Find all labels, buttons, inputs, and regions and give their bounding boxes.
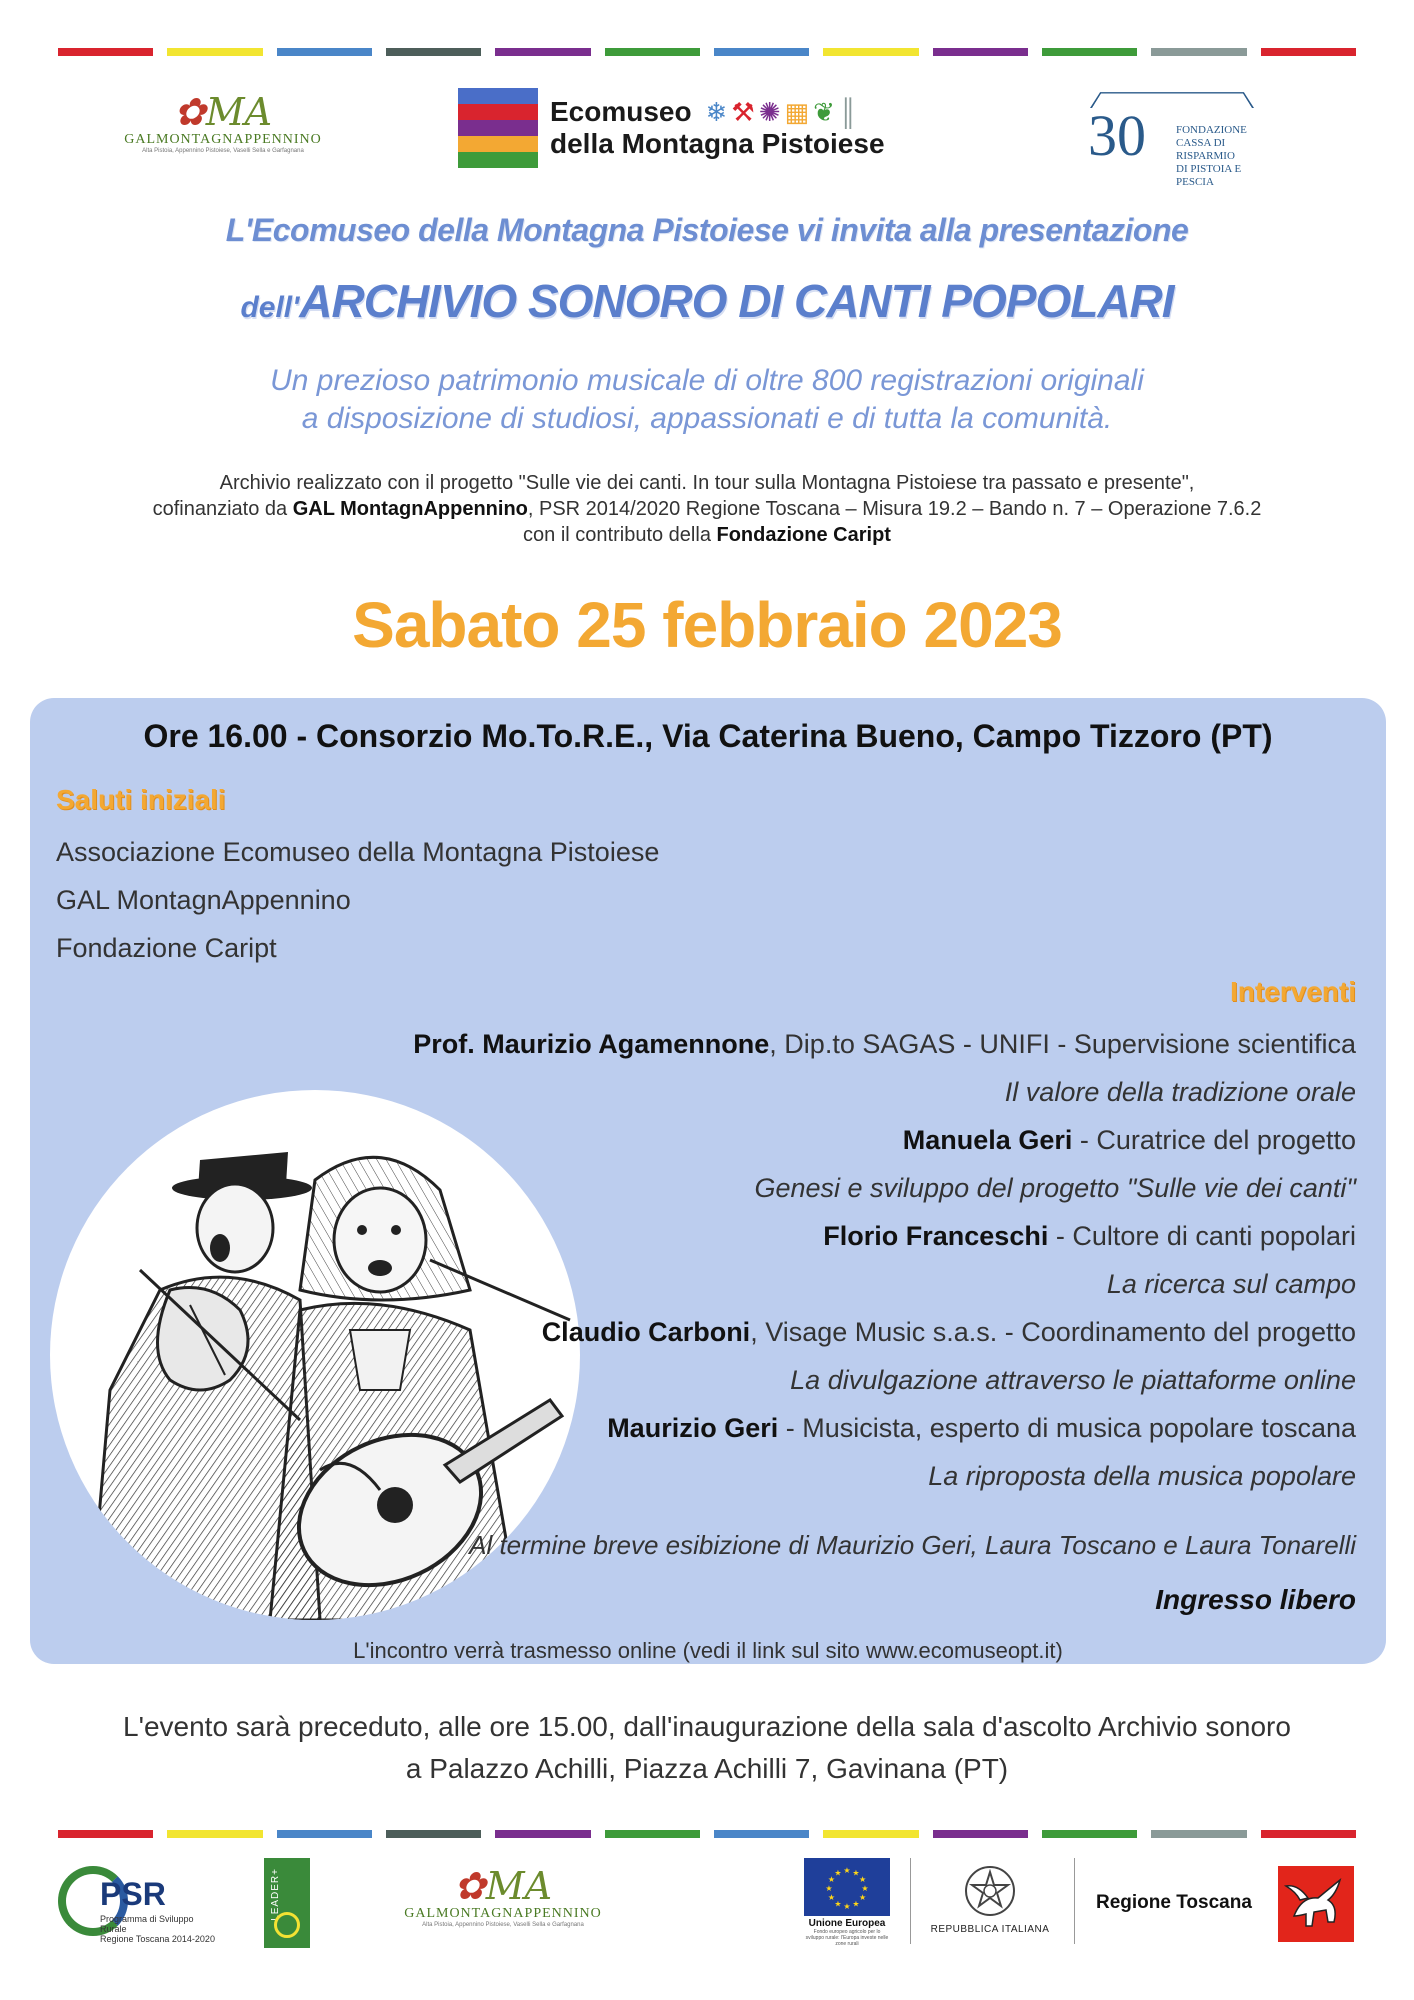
gal-footer-name: GALMONTAGNAPPENNINO — [404, 1906, 602, 1921]
color-stripe — [823, 1830, 918, 1838]
speaker-topic: La divulgazione attraverso le piattaforme online — [790, 1365, 1356, 1395]
psr-label: PSR — [100, 1876, 166, 1912]
speaker-name: Manuela Geri — [902, 1125, 1073, 1155]
credits-line2 — [0, 496, 1414, 522]
fondazione-number: 30 — [1088, 103, 1146, 168]
gal-mark-text: MA — [205, 90, 273, 134]
footnote — [0, 1706, 1414, 1790]
color-stripe — [1042, 48, 1137, 56]
speaker-role: - Cultore di canti popolari — [1048, 1221, 1356, 1251]
saluti-title: Saluti iniziali — [56, 784, 226, 815]
speaker-line — [356, 1308, 1356, 1356]
footer-divider — [910, 1858, 911, 1944]
tools-icon: ⚒ — [731, 97, 759, 127]
leader-logo — [264, 1858, 310, 1948]
grid-icon: ▦ — [784, 97, 814, 127]
psr-region: Regione Toscana — [100, 1934, 170, 1944]
bottom-color-stripes — [58, 1830, 1356, 1838]
program-panel — [30, 698, 1386, 1664]
fondazione-line3: DI PISTOIA E PESCIA — [1176, 163, 1242, 188]
color-stripe — [495, 48, 590, 56]
credits — [0, 470, 1414, 548]
archive-title-prefix: dell' — [240, 291, 300, 324]
eu-star-icon: ★ — [861, 1884, 869, 1893]
leader-circle-icon — [274, 1912, 300, 1938]
list-item: Fondazione Caript — [56, 933, 277, 963]
eu-flag-icon — [804, 1858, 890, 1916]
gal-footer-mark — [388, 1866, 618, 1906]
fondazione-line1: FONDAZIONE — [1176, 124, 1247, 136]
interventi-title: Interventi — [1229, 976, 1356, 1007]
psr-years: 2014-2020 — [171, 1934, 215, 1944]
tagline — [0, 362, 1414, 438]
eu-label: Unione Europea — [808, 1918, 886, 1929]
psr-sub-text: Programma di Sviluppo Rurale — [100, 1914, 194, 1934]
final-performance: Al termine breve esibizione di Maurizio Geri, Laura Toscano e Laura Tonarelli — [469, 1530, 1356, 1560]
columns-icon: ║ — [838, 97, 862, 127]
color-stripe — [167, 1830, 262, 1838]
italian-emblem-icon — [963, 1864, 1017, 1918]
eu-star-icon: ★ — [852, 1868, 860, 1878]
color-stripe — [933, 1830, 1028, 1838]
speaker-role: , Dip.to SAGAS - UNIFI - Supervisione scientifica — [769, 1029, 1356, 1059]
speaker-role: - Curatrice del progetto — [1072, 1125, 1356, 1155]
speaker-line — [356, 1404, 1356, 1452]
eu-star-icon: ★ — [859, 1875, 867, 1884]
credits-line3 — [0, 522, 1414, 548]
flower-icon: ✿ — [453, 1864, 486, 1908]
speaker-role: , Visage Music s.a.s. - Coordinamento del progetto — [750, 1317, 1356, 1347]
eu-star-icon: ★ — [852, 1899, 860, 1909]
leader-text: LEADER+ — [270, 1868, 281, 1921]
archive-title-main: ARCHIVIO SONORO DI CANTI POPOLARI — [299, 275, 1174, 327]
color-stripe — [386, 48, 481, 56]
speaker-role: - Musicista, esperto di musica popolare toscana — [778, 1413, 1356, 1443]
saluti-list — [56, 828, 659, 972]
footnote-line1: L'evento sarà preceduto, alle ore 15.00, dall'inaugurazione della sala d'ascolto Archivio sonoro — [123, 1711, 1291, 1742]
color-stripe — [495, 1830, 590, 1838]
eu-star-icon: ★ — [834, 1899, 842, 1909]
footer-divider — [1074, 1858, 1075, 1944]
ecomuseo-title: Ecomuseo — [550, 96, 692, 127]
snowflake-icon: ❄ — [705, 97, 732, 127]
color-stripe — [58, 1830, 153, 1838]
regione-toscana-label: Regione Toscana — [1096, 1892, 1252, 1913]
credits-line2-suffix: , PSR 2014/2020 Regione Toscana – Misura 19.2 – Bando n. 7 – Operazione 7.6.2 — [527, 498, 1262, 520]
credits-line2-bold: GAL MontagnAppennino — [292, 498, 528, 520]
color-stripe — [386, 1830, 481, 1838]
top-color-stripes — [58, 48, 1356, 56]
flower-icon: ✿ — [173, 90, 206, 134]
color-stripe — [605, 48, 700, 56]
gal-logo — [108, 92, 338, 154]
repubblica-logo — [930, 1858, 1050, 1935]
eu-star-icon: ★ — [859, 1893, 867, 1902]
repubblica-label: REPUBBLICA ITALIANA — [930, 1924, 1050, 1935]
speaker-name: Maurizio Geri — [607, 1413, 779, 1443]
header-logos — [0, 82, 1414, 188]
ecomuseo-flag-icon — [458, 88, 538, 168]
fondazione-logo — [1082, 88, 1272, 188]
color-stripe — [1151, 1830, 1246, 1838]
eu-sub: Fondo europeo agricolo per lo sviluppo rurale: l'Europa investe nelle zone rurali — [805, 1929, 889, 1947]
footnote-line2: a Palazzo Achilli, Piazza Achilli 7, Gavinana (PT) — [405, 1753, 1009, 1784]
gal-name: GALMONTAGNAPPENNINO — [124, 132, 322, 147]
tagline-line2: a disposizione di studiosi, appassionati e di tutta la comunità. — [301, 402, 1113, 435]
ecomuseo-subtitle: della Montagna Pistoiese — [550, 128, 885, 159]
tagline-line1: Un prezioso patrimonio musicale di oltre 800 registrazioni originali — [270, 364, 1144, 397]
sun-icon: ✺ — [758, 97, 785, 127]
eu-star-icon: ★ — [843, 1902, 851, 1911]
eu-star-icon: ★ — [827, 1893, 835, 1902]
eu-star-icon: ★ — [827, 1875, 835, 1884]
color-stripe — [277, 48, 372, 56]
color-stripe — [1261, 1830, 1356, 1838]
color-stripe — [933, 48, 1028, 56]
gal-footer-logo — [388, 1866, 618, 1928]
color-stripe — [1151, 48, 1246, 56]
invite-headline: L'Ecomuseo della Montagna Pistoiese vi invita alla presentazione — [225, 212, 1189, 248]
color-stripe — [277, 1830, 372, 1838]
color-stripe — [1042, 1830, 1137, 1838]
eu-star-icon: ★ — [843, 1866, 851, 1875]
speaker-name: Prof. Maurizio Agamennone — [413, 1029, 770, 1059]
speaker-name: Florio Franceschi — [823, 1221, 1049, 1251]
ecomuseo-logo — [458, 88, 885, 168]
footer-logos — [0, 1858, 1414, 1968]
speakers-list — [356, 1020, 1356, 1500]
gal-logo-mark — [108, 92, 338, 132]
speaker-topic: La riproposta della musica popolare — [928, 1461, 1356, 1491]
speaker-topic: La ricerca sul campo — [1106, 1269, 1356, 1299]
eu-star-icon: ★ — [825, 1884, 833, 1893]
credits-line2-prefix: cofinanziato da — [152, 498, 293, 520]
color-stripe — [167, 48, 262, 56]
color-stripe — [823, 48, 918, 56]
gal-footer-mark-text: MA — [485, 1864, 553, 1908]
gal-footer-sub: Alta Pistoia, Appennino Pistoiese, Vaselli Sella e Garfagnana — [422, 1922, 584, 1928]
list-item: Associazione Ecomuseo della Montagna Pistoiese — [56, 837, 660, 867]
psr-sub — [100, 1914, 220, 1944]
speaker-topic: Genesi e sviluppo del progetto "Sulle vie dei canti" — [754, 1173, 1356, 1203]
event-venue: Ore 16.00 - Consorzio Mo.To.R.E., Via Caterina Bueno, Campo Tizzoro (PT) — [143, 718, 1273, 754]
credits-line1: Archivio realizzato con il progetto "Sulle vie dei canti. In tour sulla Montagna Pistoiese tra passato e presente", — [219, 472, 1195, 494]
color-stripe — [714, 48, 809, 56]
free-entry: Ingresso libero — [1155, 1584, 1356, 1615]
color-stripe — [605, 1830, 700, 1838]
fondazione-line2: CASSA DI RISPARMIO — [1176, 137, 1235, 162]
color-stripe — [58, 48, 153, 56]
color-stripe — [1261, 48, 1356, 56]
speaker-topic: Il valore della tradizione orale — [1004, 1077, 1356, 1107]
leaf-icon: ❦ — [813, 97, 839, 127]
eu-star-icon: ★ — [834, 1868, 842, 1878]
archive-title — [0, 274, 1414, 328]
eu-logo — [804, 1858, 890, 1947]
speaker-line — [356, 1116, 1356, 1164]
gal-sub: Alta Pistoia, Appennino Pistoiese, Vaselli Sella e Garfagnana — [142, 148, 304, 154]
fondazione-text — [1176, 124, 1272, 189]
credits-line3-bold: Fondazione Caript — [716, 524, 891, 546]
speaker-name: Claudio Carboni — [541, 1317, 751, 1347]
online-notice: L'incontro verrà trasmesso online (vedi il link sul sito www.ecomuseopt.it) — [353, 1638, 1063, 1663]
speaker-line — [356, 1212, 1356, 1260]
list-item: GAL MontagnAppennino — [56, 885, 351, 915]
speaker-line — [356, 1020, 1356, 1068]
pegasus-flag-icon — [1278, 1866, 1354, 1942]
color-stripe — [714, 1830, 809, 1838]
event-date: Sabato 25 febbraio 2023 — [352, 589, 1062, 661]
credits-line3-prefix: con il contributo della — [523, 524, 717, 546]
